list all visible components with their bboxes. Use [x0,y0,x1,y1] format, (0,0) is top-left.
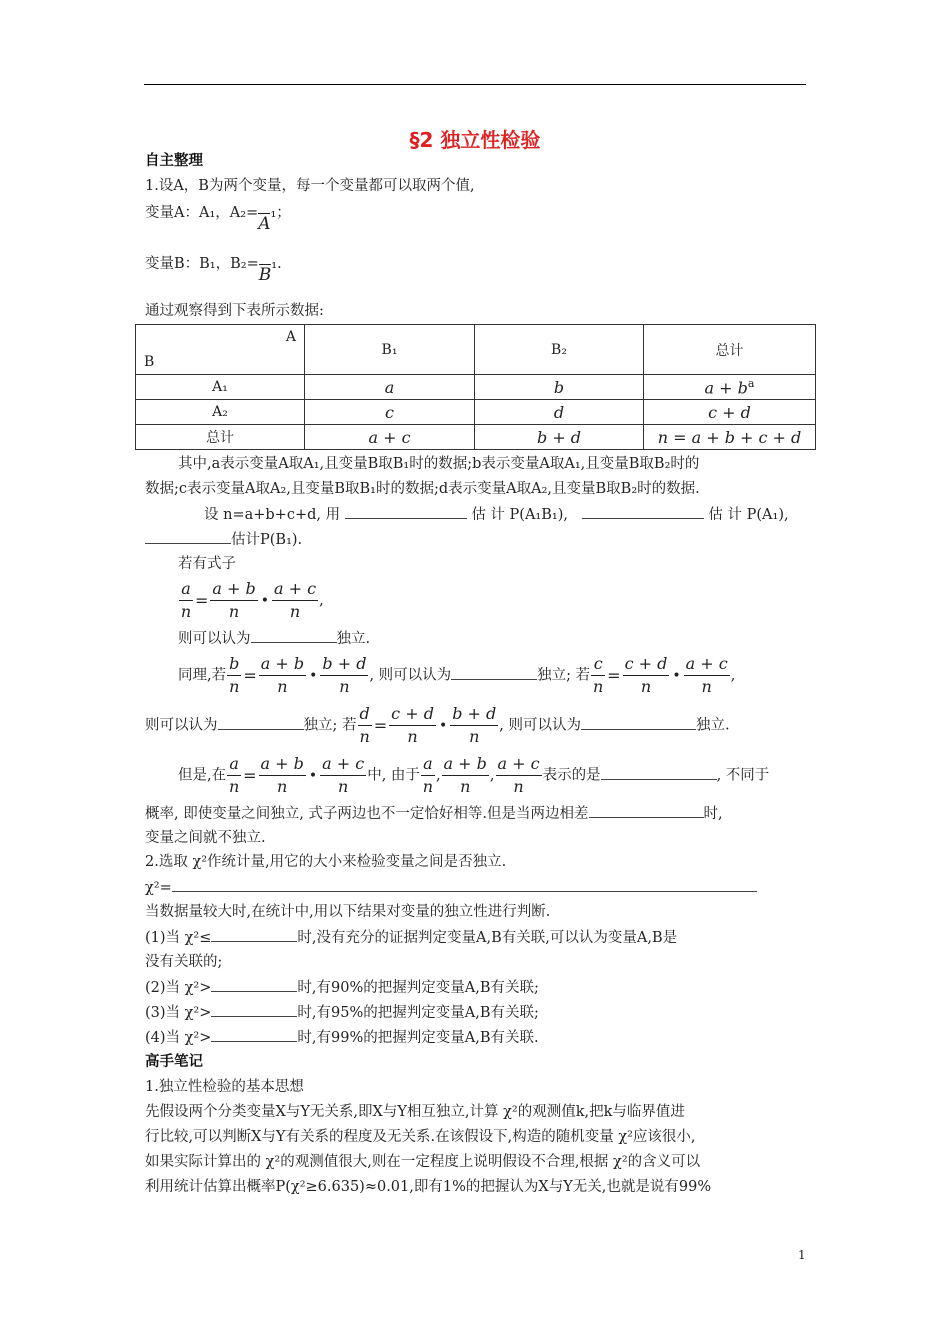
numerator: a + c [496,753,542,776]
text: 时, [703,806,723,822]
denominator: n [460,777,471,796]
text: 估计P(B₁). [231,532,303,548]
paragraph: 变量之间就不独立. [145,830,266,846]
formula-line [178,653,735,698]
text: (4)当 χ²> [145,1030,212,1046]
paragraph: 当数据量较大时,在统计中,用以下结果对变量的独立性进行判断. [145,904,551,920]
criterion-line [145,1027,539,1048]
table-row [136,425,816,450]
variable-a-line [145,201,291,234]
text: 独立; 若 [303,717,357,734]
section-heading: 高手笔记 [145,1054,203,1070]
numerator: a [421,753,435,776]
text: 同理,若 [178,667,227,684]
denominator: n [180,602,192,621]
criterion-line [145,1002,539,1023]
text: 时,有90%的把握判定变量A,B有关联; [297,980,539,996]
text: 独立. [695,717,730,734]
table-cell: a [305,375,475,400]
header-rule [144,84,806,85]
numerator: a + b [442,753,489,776]
equals: = [607,665,621,685]
text: 独立. [336,631,371,647]
denominator: n [640,677,652,696]
fraction [389,703,436,748]
numerator: b [227,653,241,676]
text: (1)当 χ²≤ [145,930,212,946]
fraction [421,753,435,798]
numerator: c + d [389,703,436,726]
fraction [210,578,257,623]
answer-blank[interactable] [345,504,467,519]
paragraph: 2.选取 χ²作统计量,用它的大小来检验变量之间是否独立. [145,854,507,870]
text: 时,没有充分的证据判定变量A,B有关联,可以认为变量A,B是 [297,930,678,946]
formula-line [178,753,769,798]
fraction [179,578,193,623]
text: 变量A：A₁，A₂= [145,205,259,221]
numerator: b + d [450,703,498,726]
overline-symbol: B [258,265,272,285]
text: , 不同于 [716,767,770,784]
table-header-row [136,325,816,375]
corner-bottom: B [144,354,155,370]
denominator: n [338,777,349,796]
answer-blank[interactable] [589,803,704,818]
paragraph [178,628,370,649]
column-header: B₁ [305,325,475,375]
denominator: n [359,727,370,746]
denominator: n [469,727,480,746]
numerator: a + c [684,653,730,676]
cell-note: a [747,376,755,390]
fraction [272,578,318,623]
page-title: §2 独立性检验 [409,128,541,152]
text: , [730,667,736,684]
text: 表示的是 [542,767,601,784]
text: 则可以认为 [145,717,218,734]
criterion-line [145,927,677,948]
fraction [496,753,542,798]
paragraph: 先假设两个分类变量X与Y无关系,即X与Y相互独立,计算 χ²的观测值k,把k与临界值进 [145,1104,685,1120]
denominator: n [339,677,350,696]
table-row [136,400,816,425]
table-cell: a + c [305,425,475,450]
text: 则可以认为 [178,631,251,647]
text: 时,有95%的把握判定变量A,B有关联; [297,1005,539,1021]
denominator: n [701,677,712,696]
answer-blank[interactable] [582,504,704,519]
answer-blank[interactable] [211,927,297,942]
product-dot: • [438,717,448,734]
denominator: n [228,777,240,796]
paragraph: 没有关联的; [145,954,223,970]
numerator: d [358,703,372,726]
equals: = [195,590,209,610]
table-intro: 通过观察得到下表所示数据: [145,303,324,319]
answer-blank[interactable] [211,1027,297,1042]
denominator: n [593,677,604,696]
section-heading: 自主整理 [145,153,203,169]
estimate-line [145,529,302,550]
denominator: n [422,777,434,796]
table-cell: n = a + b + c + d [644,425,816,450]
text: , 则可以认为 [499,717,581,734]
paragraph: 1.独立性检验的基本思想 [145,1079,304,1095]
text: , 则可以认为 [369,667,452,684]
paragraph: 利用统计估算出概率P(χ²≥6.635)≈0.01,即有1%的把握认为X与Y无关,也就是说有99% [145,1179,712,1195]
numerator: a + c [272,578,318,601]
fraction [259,653,306,698]
variable-b-line [145,252,282,285]
corner-cell [136,325,305,375]
answer-blank[interactable] [251,628,337,643]
paragraph [145,803,723,824]
text: ₁； [270,205,291,221]
table-cell: b [475,375,644,400]
text: 变量B：B₁，B₂= [145,256,259,272]
answer-blank[interactable] [451,665,537,680]
numerator: a [227,753,241,776]
denominator: n [277,777,288,796]
numerator: a + b [210,578,257,601]
fraction [227,753,241,798]
paragraph: 1.设A，B为两个变量，每一个变量都可以取两个值, [145,178,475,194]
answer-blank[interactable] [581,715,696,730]
denominator: n [513,777,524,796]
paragraph: 若有式子 [178,556,236,572]
fraction [320,653,368,698]
answer-blank[interactable] [218,715,304,730]
text: 独立; 若 [537,667,591,684]
column-header: B₂ [475,325,644,375]
text: ₁. [271,256,282,272]
text: , [435,767,441,784]
formula-line [145,703,730,748]
fraction [442,753,489,798]
equals: = [373,715,388,735]
answer-blank[interactable] [172,877,757,892]
table-row [136,375,816,400]
numerator: a + c [320,753,366,776]
product-dot: • [309,667,318,684]
answer-blank[interactable] [211,1002,297,1017]
table-cell [644,375,816,400]
text: 估 计 P(A₁), [708,507,789,523]
text: 设 n=a+b+c+d, 用 [204,507,341,523]
page-number: 1 [798,1248,806,1262]
text: (3)当 χ²> [145,1005,212,1021]
chi-formula-line [145,877,757,898]
fraction [320,753,366,798]
numerator: a [179,578,193,601]
text: , [489,767,495,784]
fraction [623,653,670,698]
row-label: A₂ [136,400,305,425]
denominator: n [228,602,240,621]
paragraph: 数据;c表示变量A取A₂,且变量B取B₁时的数据;d表示变量A取A₂,且变量B取B₂时的数据. [145,481,700,497]
numerator: b + d [320,653,368,676]
fraction [591,653,605,698]
answer-blank[interactable] [145,529,231,544]
numerator: a + b [259,753,306,776]
criterion-line [145,977,539,998]
paragraph: 如果实际计算出的 χ²的观测值很大,则在一定程度上说明假设不合理,根据 χ²的含义可以 [145,1154,701,1170]
overline-symbol: A [258,214,271,234]
numerator: a + b [259,653,306,676]
fraction [450,703,498,748]
numerator: c [591,653,605,676]
table-cell: c + d [644,400,816,425]
fraction [227,653,241,698]
denominator: n [229,677,240,696]
text: 概率, 即使变量之间独立, 式子两边也不一定恰好相等.但是当两边相差 [145,806,589,822]
equals: = [243,765,257,785]
text: 中, 由于 [367,767,420,784]
product-dot: • [260,592,270,609]
table-cell: d [475,400,644,425]
text: χ²= [145,880,172,896]
fraction [358,703,372,748]
product-dot: • [308,767,318,784]
text: 时,有99%的把握判定变量A,B有关联. [297,1030,539,1046]
denominator: n [289,602,301,621]
fraction [259,753,306,798]
text: 但是,在 [178,767,227,784]
estimate-line [204,504,789,525]
fraction [684,653,730,698]
paragraph: 行比较,可以判断X与Y有关系的程度及无关系.在该假设下,构造的随机变量 χ²应该很小, [145,1129,696,1145]
contingency-table [135,324,816,450]
corner-top: A [285,329,296,345]
text: , [319,592,324,609]
formula [178,578,324,623]
table-cell: c [305,400,475,425]
answer-blank[interactable] [601,765,717,780]
row-label: 总计 [136,425,305,450]
paragraph: 其中,a表示变量A取A₁,且变量B取B₁时的数据;b表示变量A取A₁,且变量B取B₂时的 [178,456,700,472]
numerator: c + d [623,653,670,676]
text: 估 计 P(A₁B₁), [471,507,568,523]
answer-blank[interactable] [211,977,297,992]
text: (2)当 χ²> [145,980,212,996]
denominator: n [277,677,288,696]
equals: = [243,665,257,685]
denominator: n [407,727,418,746]
table-cell: b + d [475,425,644,450]
column-header: 总计 [644,325,816,375]
product-dot: • [672,667,681,684]
row-label: A₁ [136,375,305,400]
cell-value: a + b [704,378,748,398]
